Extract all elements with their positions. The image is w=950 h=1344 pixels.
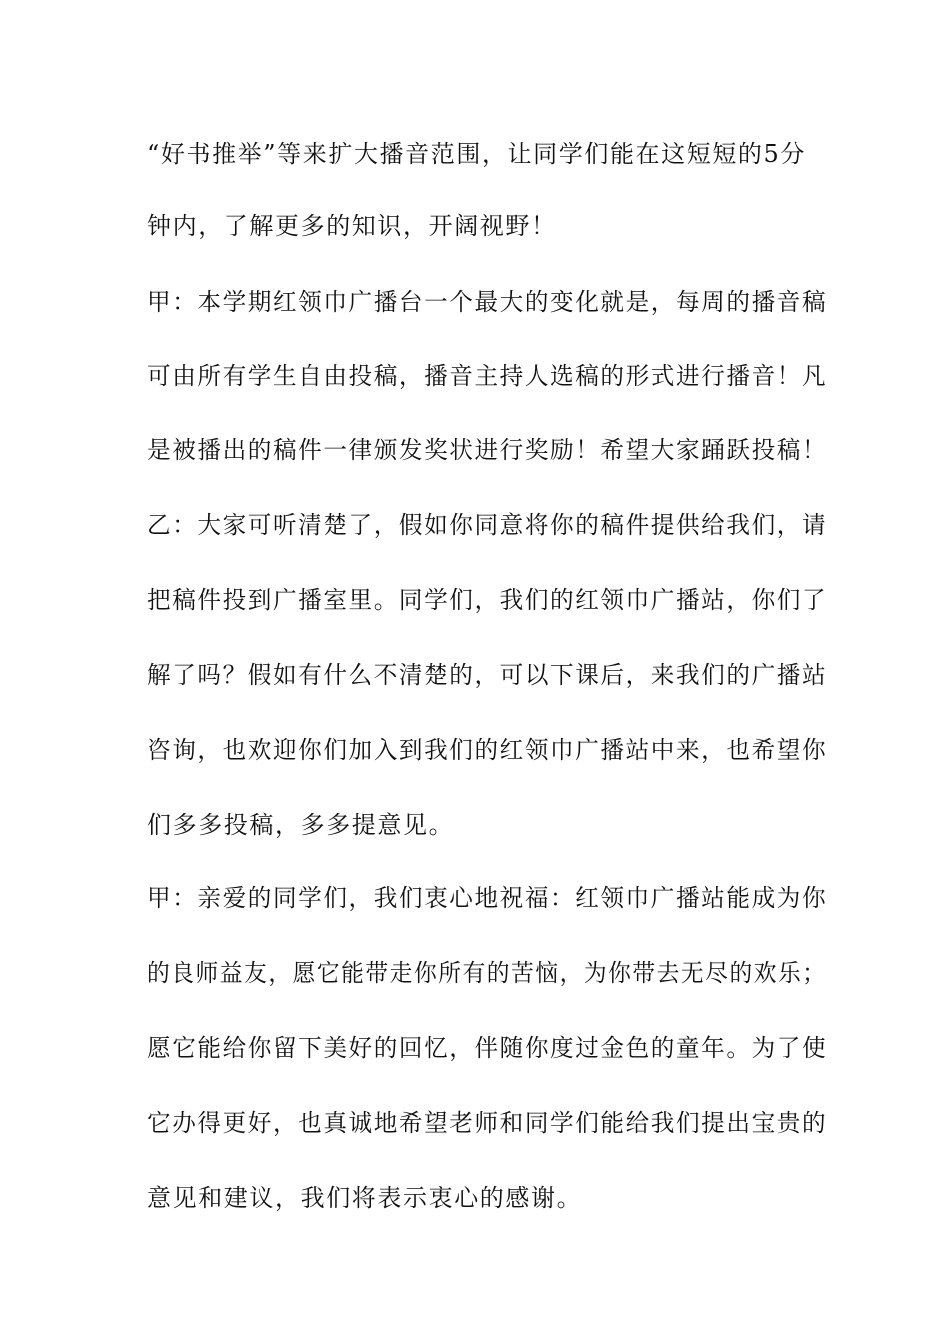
- text-line-4: 可由所有学生自由投稿，播音主持人选稿的形式进行播音！凡: [147, 362, 828, 390]
- text-line-1: “好书推举”等来扩大播音范围，让同学们能在这短短的5分: [147, 140, 807, 168]
- text-line-12: 的良师益友，愿它能带走你所有的苦恼，为你带去无尽的欢乐；: [147, 959, 827, 987]
- text-line-15: 意见和建议，我们将表示衷心的感谢。: [147, 1184, 583, 1212]
- text-line-7: 把稿件投到广播室里。同学们，我们的红领巾广播站，你们了: [147, 586, 828, 614]
- text-line-14: 它办得更好，也真诚地希望老师和同学们能给我们提出宝贵的: [147, 1109, 828, 1137]
- text-line-10: 们多多投稿，多多提意见。: [147, 811, 455, 839]
- text-line-3: 甲：本学期红领巾广播台一个最大的变化就是，每周的播音稿: [147, 288, 828, 316]
- text-line-9: 咨询，也欢迎你们加入到我们的红领巾广播站中来，也希望你: [147, 736, 828, 764]
- text-line-5: 是被播出的稿件一律颁发奖状进行奖励！希望大家踊跃投稿！: [147, 436, 828, 464]
- text-line-13: 愿它能给你留下美好的回忆，伴随你度过金色的童年。为了使: [147, 1034, 828, 1062]
- text-line-11: 甲：亲爱的同学们，我们衷心地祝福：红领巾广播站能成为你: [147, 884, 828, 912]
- text-line-2: 钟内，了解更多的知识，开阔视野！: [147, 212, 557, 240]
- text-line-6: 乙：大家可听清楚了，假如你同意将你的稿件提供给我们，请: [147, 511, 828, 539]
- text-line-8: 解了吗？假如有什么不清楚的，可以下课后，来我们的广播站: [147, 661, 828, 689]
